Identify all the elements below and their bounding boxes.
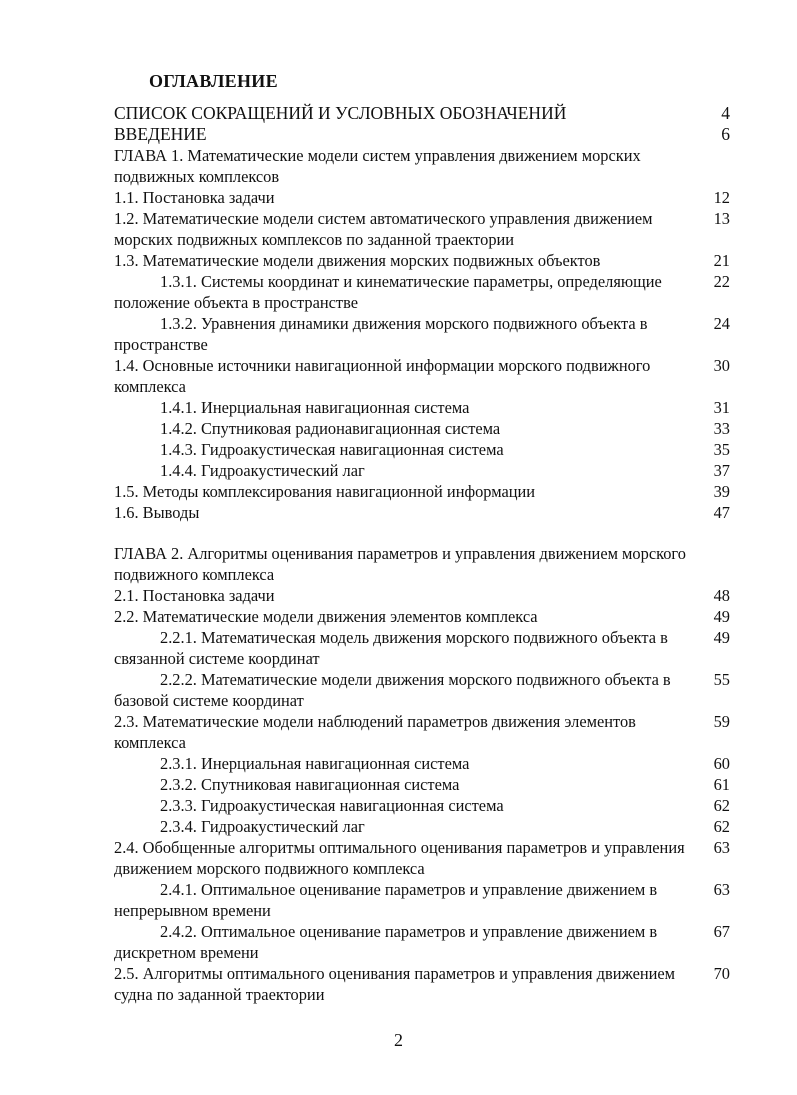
toc-subentry (114, 418, 734, 439)
toc-entry-title: 1.6. Выводы (114, 503, 200, 522)
toc-entry-page: 35 (713, 440, 730, 459)
toc-entry-page: 24 (713, 314, 730, 333)
toc-entry-page: 37 (713, 461, 730, 480)
toc-entry-page: 55 (713, 670, 730, 689)
toc-subentry (114, 439, 734, 460)
toc-entry-title: 2.4.2. Оптимальное оценивание параметров и управление движением в дискретном времени (114, 922, 658, 962)
toc-entry (114, 502, 734, 523)
toc-entry-page: 61 (713, 775, 730, 794)
toc-entry-page: 22 (713, 272, 730, 291)
toc-entry-title: 2.3.1. Инерциальная навигационная система (160, 754, 470, 773)
toc-entry-title: 2.4.1. Оптимальное оценивание параметров и управление движением в непрерывном времени (114, 880, 658, 920)
toc-entry-title: 1.4.1. Инерциальная навигационная система (160, 398, 470, 417)
toc-entry-title: 1.4. Основные источники навигационной информации морского подвижного комплекса (114, 356, 651, 396)
toc-entry-title: 2.5. Алгоритмы оптимального оценивания параметров и управления движением судна по заданной траектории (114, 964, 676, 1004)
toc-subentry (114, 669, 734, 711)
toc-entry-title: ГЛАВА 2. Алгоритмы оценивания параметров и управления движением морского подвижного комплекса (114, 544, 686, 584)
toc-entry-page: 48 (713, 586, 730, 605)
toc-entry-page: 6 (721, 124, 730, 144)
toc-entry-page: 63 (713, 880, 730, 899)
toc-entry-title: 2.2.1. Математическая модель движения морского подвижного объекта в связанной системе координат (114, 628, 668, 668)
toc-subentry (114, 816, 734, 837)
toc-subentry (114, 879, 734, 921)
toc-entry (114, 963, 734, 1005)
toc-chapter-1 (114, 145, 734, 187)
toc-entry-title: 2.2.2. Математические модели движения морского подвижного объекта в базовой системе координат (114, 670, 671, 710)
toc-entry (114, 208, 734, 250)
toc-entry (114, 355, 734, 397)
toc-entry (114, 187, 734, 208)
toc-entry-page: 49 (713, 628, 730, 647)
toc-entry-title: 1.4.4. Гидроакустический лаг (160, 461, 365, 480)
toc-entry-title: 2.2. Математические модели движения элементов комплекса (114, 607, 538, 626)
toc-subentry (114, 313, 734, 355)
toc-subentry (114, 397, 734, 418)
toc-entry-title: 1.3.2. Уравнения динамики движения морского подвижного объекта в пространстве (114, 314, 648, 354)
toc-entry-title: 2.3.2. Спутниковая навигационная система (160, 775, 460, 794)
toc-entry (114, 606, 734, 627)
toc-entry-page: 67 (713, 922, 730, 941)
toc-entry-title: 1.4.3. Гидроакустическая навигационная система (160, 440, 504, 459)
toc-entry-page: 31 (713, 398, 730, 417)
toc-entry-page: 4 (721, 103, 730, 123)
toc-entry-page: 62 (713, 796, 730, 815)
toc-entry-page: 60 (713, 754, 730, 773)
table-of-contents (114, 103, 734, 1005)
toc-entry-title: 2.4. Обобщенные алгоритмы оптимального оценивания параметров и управления движением морского подвижного комплекса (114, 838, 685, 878)
toc-entry (114, 124, 734, 145)
toc-entry-page: 39 (713, 482, 730, 501)
toc-entry-title: 1.3. Математические модели движения морских подвижных объектов (114, 251, 601, 270)
toc-entry (114, 837, 734, 879)
toc-entry-page: 12 (713, 188, 730, 207)
toc-entry (114, 103, 734, 124)
toc-entry-page: 63 (713, 838, 730, 857)
toc-entry-page: 49 (713, 607, 730, 626)
toc-entry-title: 1.5. Методы комплексирования навигационной информации (114, 482, 536, 501)
toc-entry-page: 33 (713, 419, 730, 438)
section-spacer (114, 523, 734, 543)
toc-entry (114, 585, 734, 606)
toc-entry-title: СПИСОК СОКРАЩЕНИЙ И УСЛОВНЫХ ОБОЗНАЧЕНИЙ (114, 103, 567, 123)
toc-entry-title: 2.3.3. Гидроакустическая навигационная система (160, 796, 504, 815)
toc-subentry (114, 753, 734, 774)
toc-subentry (114, 795, 734, 816)
toc-entry (114, 711, 734, 753)
toc-entry-title: 2.3.4. Гидроакустический лаг (160, 817, 365, 836)
toc-subentry (114, 460, 734, 481)
toc-entry (114, 250, 734, 271)
toc-entry-title: 1.3.1. Системы координат и кинематические параметры, определяющие положение объекта в пространстве (114, 272, 662, 312)
toc-subentry (114, 921, 734, 963)
toc-entry-page: 30 (713, 356, 730, 375)
toc-entry-page: 70 (713, 964, 730, 983)
toc-entry (114, 481, 734, 502)
toc-entry-title: ВВЕДЕНИЕ (114, 124, 207, 144)
toc-chapter-2 (114, 543, 734, 585)
toc-subentry (114, 774, 734, 795)
toc-entry-title: 2.3. Математические модели наблюдений параметров движения элементов комплекса (114, 712, 636, 752)
toc-subentry (114, 627, 734, 669)
toc-entry-title: 2.1. Постановка задачи (114, 586, 275, 605)
page-number: 2 (394, 1030, 403, 1050)
toc-entry-title: 1.1. Постановка задачи (114, 188, 275, 207)
toc-entry-title: 1.4.2. Спутниковая радионавигационная система (160, 419, 501, 438)
toc-entry-title: 1.2. Математические модели систем автоматического управления движением морских подвижных комплексов по заданной траектории (114, 209, 653, 249)
toc-subentry (114, 271, 734, 313)
toc-entry-page: 59 (713, 712, 730, 731)
toc-entry-page: 47 (713, 503, 730, 522)
toc-entry-page: 62 (713, 817, 730, 836)
toc-entry-page: 13 (713, 209, 730, 228)
toc-heading: ОГЛАВЛЕНИЕ (149, 71, 278, 91)
toc-entry-title: ГЛАВА 1. Математические модели систем управления движением морских подвижных комплексов (114, 146, 641, 186)
toc-entry-page: 21 (713, 251, 730, 270)
